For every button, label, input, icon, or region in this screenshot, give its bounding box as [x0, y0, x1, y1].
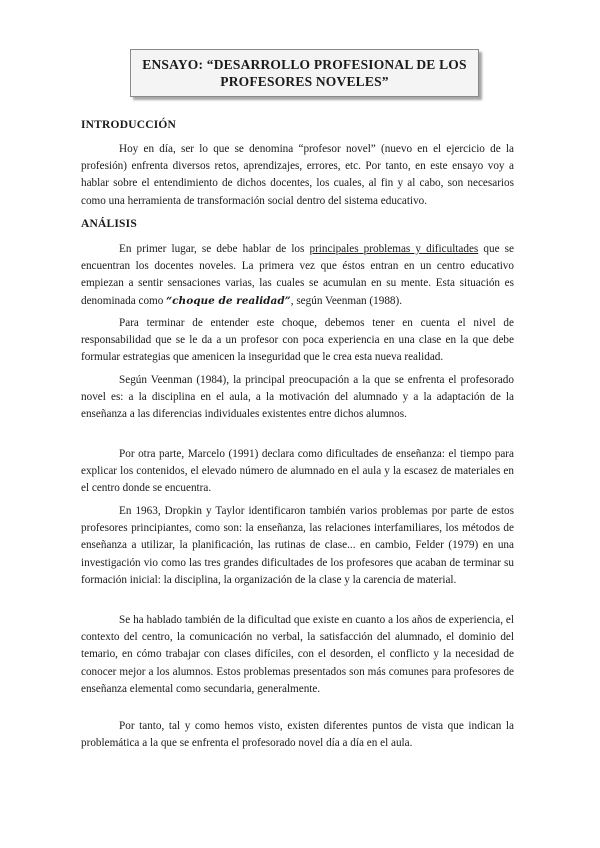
- document-title: [140, 56, 470, 90]
- analysis-paragraph-6: Se ha hablado también de la dificultad que existe en cuanto a los años de experiencia, el contexto del centro, la comunicación no verbal, la satisfacción del alumnado, el dominio del temario, en cómo trabajar con clases difíciles, con el desorden, el conflicto y la necesidad de conocer mejor a los alumnos. Estos problemas presentados son más comunes para profesores de enseñanza elemental como secundaria, generalmente.: [81, 614, 514, 695]
- p1-text-b: que se encuentran los docentes noveles. La primera vez que éstos entran en un centro educativo empiezan a sentir sensaciones varias, las cuales se acumulan en su mente. Esta situación es denominada como: [81, 243, 514, 307]
- analysis-paragraph-5: En 1963, Dropkin y Taylor identificaron también varios problemas por parte de estos profesores principiantes, como son: la enseñanza, las relaciones interfamiliares, los métodos de enseñanza a utilizar, la planificación, las rutinas de clase... en cambio, Felder (1979) en una investigación vio como las tres grandes dificultades de los profesores que acaban de terminar su formación inicial: la disciplina, la organización de la clase y la carencia de material.: [81, 505, 514, 586]
- p1-text-a: En primer lugar, se debe hablar de los: [119, 243, 310, 255]
- analysis-paragraph-3: Según Veenman (1984), la principal preocupación a la que se enfrenta el profesorado novel es: a la disciplina en el aula, a la motivación del alumnado y a la adaptación de la enseñanza a las diferencias individuales existentes entre dichos alumnos.: [81, 374, 514, 421]
- p1-term: “choque de realidad”: [166, 294, 291, 307]
- analysis-paragraph-1: [81, 241, 514, 310]
- p1-text-c: , según Veenman (1988).: [290, 294, 403, 307]
- p1-underlined-phrase: principales problemas y dificultades: [309, 243, 479, 255]
- analysis-paragraph-2: Para terminar de entender este choque, debemos tener en cuenta el nivel de responsabilidad que se le da a un profesor con poca experiencia en una clase en la que debe formular estrategias que amenicen la inseguridad que le crea esta nueva realidad.: [81, 317, 514, 364]
- intro-heading: INTRODUCCIÓN: [81, 119, 177, 131]
- analysis-paragraph-4: Por otra parte, Marcelo (1991) declara como dificultades de enseñanza: el tiempo para explicar los contenidos, el elevado número de alumnado en el aula y la escasez de materiales en el centro donde se encuentra.: [81, 448, 514, 495]
- title-line-2: PROFESORES NOVELES”: [220, 74, 389, 89]
- intro-paragraph: Hoy en día, ser lo que se denomina “profesor novel” (nuevo en el ejercicio de la profesión) enfrenta diversos retos, aprendizajes, errores, etc. Por tanto, en este ensayo voy a hablar sobre el entendimiento de dichos docentes, los cuales, al fin y al cabo, son necesarios como una herramienta de transformación social dentro del sistema educativo.: [81, 143, 514, 207]
- title-box: [130, 49, 479, 97]
- analysis-paragraph-7: Por tanto, tal y como hemos visto, existen diferentes puntos de vista que indican la problemática a la que se enfrenta el profesorado novel día a día en el aula.: [81, 720, 514, 750]
- title-line-1: ENSAYO: “DESARROLLO PROFESIONAL DE LOS: [142, 57, 467, 72]
- analysis-heading: ANÁLISIS: [81, 218, 137, 230]
